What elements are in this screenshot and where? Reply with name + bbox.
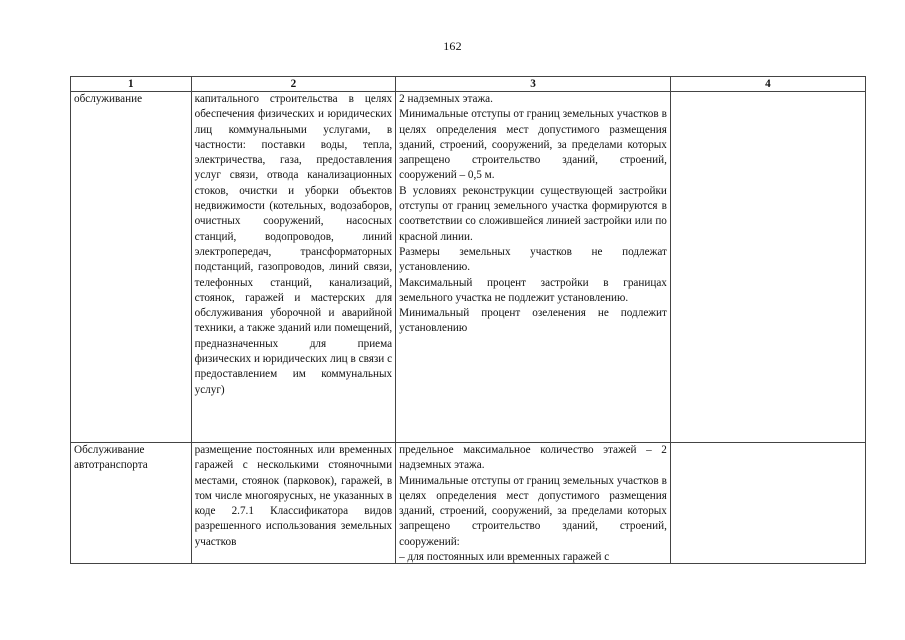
column-header-4: 4 bbox=[670, 77, 865, 92]
notes-cell bbox=[670, 92, 865, 443]
parameter-paragraph: Минимальные отступы от границ земельных участков в целях определения мест допустимого размещения зданий, строений, сооружений, за пределами которых запрещено строительство зданий, строений, сооружений: bbox=[399, 474, 667, 548]
parameter-paragraph: В условиях реконструкции существующей застройки отступы от границ земельного участка формируются в соответствии со сложившейся линией застройки или по красной линии. bbox=[399, 184, 667, 243]
use-type-text: обслуживание bbox=[74, 93, 143, 105]
parameters-cell bbox=[396, 92, 671, 443]
parameter-paragraph: Минимальные отступы от границ земельных участков в целях определения мест допустимого размещения зданий, строений, сооружений, за пределами которых запрещено строительство зданий, строений, сооружений – 0,5 м. bbox=[399, 108, 667, 182]
parameters-cell bbox=[396, 443, 671, 564]
parameter-paragraph: предельное максимальное количество этажей – 2 надземных этажа. bbox=[399, 444, 667, 472]
parameter-paragraph: Размеры земельных участков не подлежат установлению. bbox=[399, 245, 667, 274]
page-number: 162 bbox=[443, 39, 462, 53]
use-type-cell bbox=[71, 92, 192, 443]
land-use-table bbox=[70, 76, 866, 564]
notes-cell bbox=[670, 443, 865, 564]
description-cell bbox=[191, 443, 396, 564]
table-header-row bbox=[71, 77, 866, 92]
use-type-cell bbox=[71, 443, 192, 564]
column-header-3: 3 bbox=[396, 77, 671, 92]
description-cell bbox=[191, 92, 396, 443]
table-row bbox=[71, 443, 866, 564]
parameter-paragraph: 2 надземных этажа. bbox=[399, 93, 493, 105]
column-header-1: 1 bbox=[71, 77, 192, 92]
parameter-paragraph: Минимальный процент озеленения не подлежит установлению bbox=[399, 307, 667, 335]
parameter-paragraph: Максимальный процент застройки в границах земельного участка не подлежит установлению. bbox=[399, 276, 667, 304]
use-type-text: автотранспорта bbox=[74, 459, 148, 472]
use-type-text: Обслуживание bbox=[74, 444, 145, 456]
table-row bbox=[71, 92, 866, 443]
description-text: капитального строительства в целях обеспечения физических и юридических лиц коммунальными услугами, в частности: поставки воды, тепла, электричества, газа, предоставления услуг связи, отвода канализационных стоков, очистки и уборки объектов недвижимости (котельных, водозаборов, очистных сооружений, насосных станций, водопроводов, линий электропередач, трансформаторных подстанций, газопроводов, линий связи, телефонных станций, канализаций, стоянок, гаражей и мастерских для обслуживания уборочной и аварийной техники, а также зданий или помещений, предназначенных для приема физических и юридических лиц в связи с предоставлением им коммунальных услуг) bbox=[194, 93, 393, 396]
description-text: размещение постоянных или временных гаражей с несколькими стояночными местами, стоянок (парковок), гаражей, в том числе многоярусных, не указанных в коде 2.7.1 Классификатора видов разрешенного использования земельных участков bbox=[194, 444, 393, 548]
column-header-2: 2 bbox=[191, 77, 396, 92]
parameter-list-item: – для постоянных или временных гаражей с bbox=[399, 551, 610, 563]
